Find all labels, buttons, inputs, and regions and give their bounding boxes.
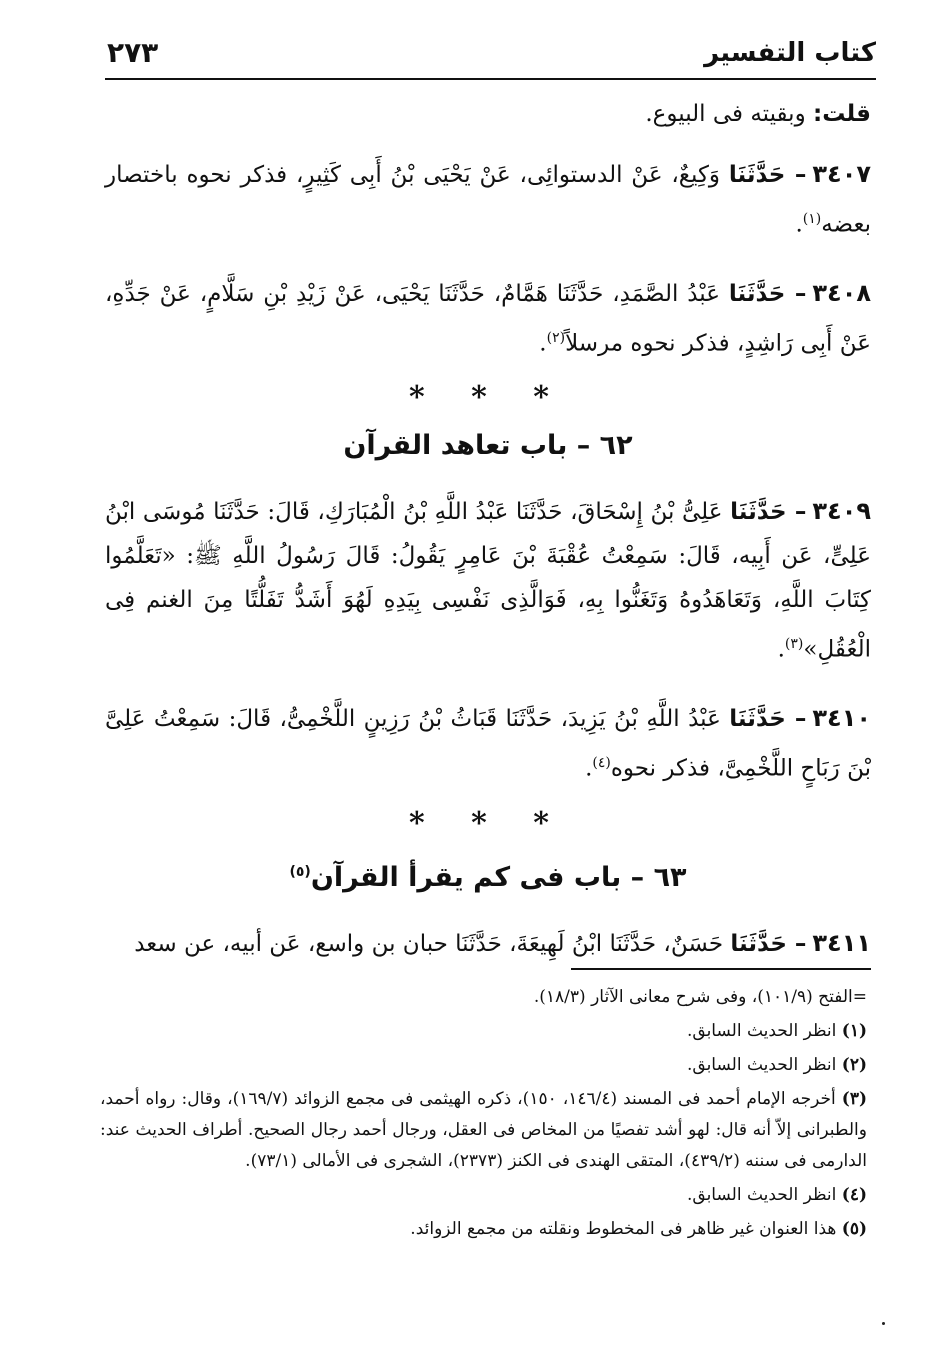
hadith-lead: – حَدَّثَنَا: [728, 280, 807, 307]
footnote-label: (٤): [841, 1185, 867, 1205]
hadith-end: .: [585, 755, 593, 782]
footnote-5: [100, 1214, 867, 1245]
hadith-lead: – حَدَّثَنَا: [730, 930, 807, 957]
footnote-ref[interactable]: (٢): [546, 329, 566, 346]
hadith-3411: [105, 921, 871, 966]
hadith-number: ٣٤١٠: [812, 703, 871, 732]
hadith-text: عَبْدُ الصَّمَدِ، حَدَّثَنَا هَمَّامٌ، حَدَّثَنَا يَحْيَى، عَنْ زَيْدِ بْنِ سَلَّامٍ، عَنْ جَدِّهِ، عَنْ أَبِى رَاشِدٍ، فذكر نحوه مرسلاً: [105, 280, 871, 357]
footnote-text: انظر الحديث السابق.: [686, 1021, 842, 1041]
chapter-heading-63: [105, 849, 871, 901]
footnote-label: (١): [841, 1021, 867, 1041]
page-header: [105, 34, 876, 80]
hadith-end: .: [795, 211, 803, 238]
hadith-lead: – حَدَّثَنَا: [730, 499, 807, 526]
footnote-label: (٥): [841, 1219, 867, 1239]
section-separator: * * *: [409, 380, 567, 416]
section-separator: * * *: [409, 805, 567, 841]
footnote-label: (٣): [841, 1089, 868, 1109]
footnote-text: أخرجه الإمام أحمد فى المسند (١٤٦/٤، ١٥٠)، ذكره الهيثمى فى مجمع الزوائد (١٦٩/٧)، وقال: رواه أحمد، والطبرانى إلاّ أنه قال: لهو أشد تفصيًا من المخاص فى العقل، ورجال أحمد رجال الصحيح. أطراف الحديث عند: الدارمى فى سننه (٤٣٩/٢)، المتقى الهندى فى الكنز (٢٣٧٣)، الشجرى فى الأمالى (٧٣/١).: [100, 1089, 867, 1171]
footnote-ref[interactable]: (٤): [592, 754, 611, 771]
hadith-lead: – حَدَّثَنَا: [729, 705, 807, 732]
chapter-title: ٦٢ – باب تعاهد القرآن: [343, 430, 633, 462]
header-title: كتاب التفسير: [704, 38, 876, 68]
footnote-2: [100, 1050, 867, 1081]
hadith-end: .: [539, 330, 547, 357]
hadith-3409: [105, 489, 871, 672]
footnote-1: [100, 1016, 867, 1047]
footnote-text: انظر الحديث السابق.: [686, 1055, 842, 1075]
footnotes: [100, 982, 867, 1248]
hadith-text: وَكِيعٌ، عَنْ الدستوائِى، عَنْ يَحْيَى بْنُ أَبِى كَثِيرٍ، فذكر نحوه باختصار بعضه: [105, 162, 871, 238]
note-text: وبقيته فى البيوع.: [645, 101, 813, 127]
hadith-text: عَبْدُ اللَّهِ بْنُ يَزِيدَ، حَدَّثَنَا قَبَاثُ بْنُ رَزِينٍ اللَّخْمِىُّ، قَالَ: سَمِعْتُ عَلِىَّ بْنَ رَبَاحٍ اللَّخْمِىَّ، فذكر نحوه: [105, 705, 871, 782]
footnote-text: انظر الحديث السابق.: [686, 1185, 842, 1205]
footnote-label: (٢): [841, 1055, 867, 1075]
note-lead: قلت:: [813, 101, 871, 127]
hadith-number: ٣٤١١: [812, 928, 871, 957]
footnote-ref[interactable]: (١): [802, 211, 822, 227]
chapter-title: ٦٣ – باب فى كم يقرأ القرآن: [310, 861, 687, 893]
print-speck: [882, 1322, 885, 1325]
hadith-number: ٣٤٠٩: [812, 497, 871, 526]
footnote-text: هذا العنوان غير ظاهر فى المخطوط ونقلته من مجمع الزوائد.: [410, 1219, 842, 1239]
footnote-divider: [571, 968, 871, 970]
chapter-heading-62: [105, 423, 871, 469]
footnote-ref[interactable]: (٣): [784, 636, 804, 653]
footnote-continuation: [100, 982, 867, 1013]
main-text: [105, 92, 871, 990]
page-number: ٢٧٣: [107, 36, 159, 69]
hadith-text: عَلِىُّ بْنُ إِسْحَاقَ، حَدَّثَنَا عَبْدُ اللَّهِ بْنُ الْمُبَارَكِ، قَالَ: حَدَّثَنَا مُوسَى ابْنُ عَلِىٍّ، عَن أَبِيه، قَالَ: سَمِعْتُ عُقْبَةَ بْنَ عَامِرٍ يَقُولُ: قَالَ رَسُولُ اللَّهِ ﷺ: «تَعَلَّمُوا كِتَابَ اللَّهِ، وَتَعَاهَدُوهُ وَتَغَنُّوا بِهِ، فَوَالَّذِى نَفْسِى بِيَدِهِ لَهُوَ أَشَدُّ تَفَلُّتًا مِنَ الغنم فِى الْعُقُلِ»: [105, 499, 871, 663]
hadith-3407: [105, 152, 871, 247]
hadith-end: .: [777, 636, 785, 663]
footnote-3: [100, 1084, 867, 1177]
hadith-number: ٣٤٠٧: [812, 160, 871, 188]
hadith-text: حَسَنٌ، حَدَّثَنَا ابْنُ لَهِيعَةَ، حَدَّثَنَا حبان بن واسع، عَن أبيه، عن سعد: [134, 930, 731, 957]
paragraph-note: [105, 92, 871, 136]
hadith-3408: [105, 271, 871, 366]
hadith-lead: – حَدَّثَنَا: [728, 162, 807, 188]
hadith-3410: [105, 696, 871, 791]
footnote-4: [100, 1180, 867, 1211]
footnote-text: =الفتح (١٠١/٩)، وفى شرح معانى الآثار (١٨/٣).: [533, 987, 867, 1007]
hadith-number: ٣٤٠٨: [812, 278, 871, 307]
footnote-ref[interactable]: (٥): [289, 863, 311, 880]
